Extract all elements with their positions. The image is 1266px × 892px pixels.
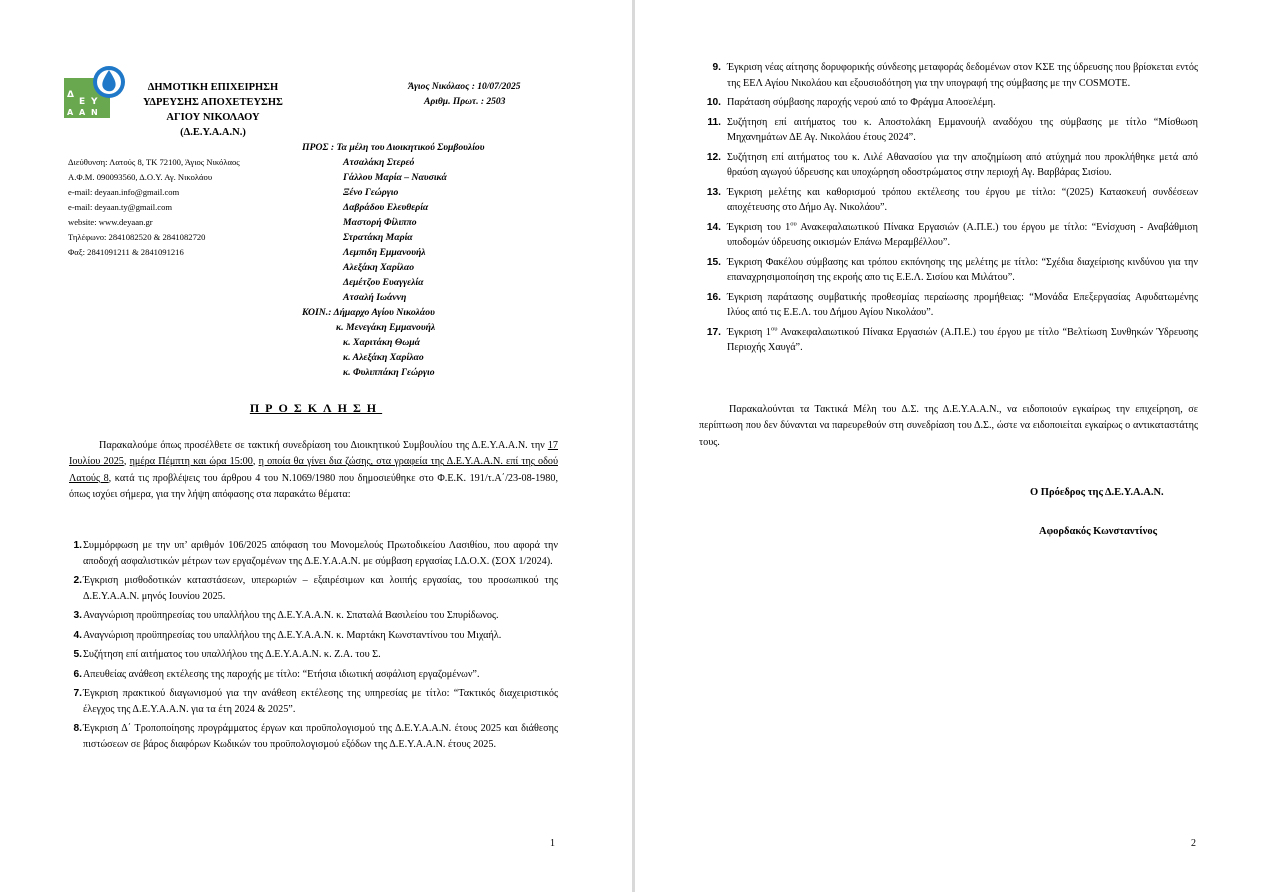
recipient-member: Δαβράδου Ελευθερία — [343, 202, 429, 213]
agenda-item-text: Έγκριση παράτασης συμβατικής προθεσμίας περαίωσης προμήθειας: “Μονάδα Επεξεργασίας Αφυδατωμένης Ιλύος από τις Ε.Ε.Λ. του Δήμου Αγίου Νικολάου”. — [727, 291, 1198, 318]
agenda-item — [69, 538, 558, 569]
agenda-item — [706, 325, 1198, 356]
ordinal-superscript: ου — [790, 220, 797, 228]
agenda-item-text: Έγκριση νέας αίτησης δορυφορικής σύνδεσης μεταφοράς δεδομένων στον ΚΣΕ της ύδρευσης που βρίσκεται εντός της ΕΕΛ Αγίου Νικολάου και εξουσιοδότηση για την υπογραφή της σύμβασης με την COSMOTE. — [727, 62, 1198, 89]
agenda-item — [69, 608, 558, 624]
agenda-item-text: Αναγνώριση προϋπηρεσίας του υπαλλήλου της Δ.Ε.Υ.Α.Α.Ν. κ. Σπαταλά Βασιλείου του Σπυρίδωνος. — [83, 610, 499, 621]
agenda-item — [707, 115, 1198, 146]
cc-recipient: κ. Χαριτάκη Θωμά — [343, 337, 421, 348]
agenda-item-number: 1. — [73, 540, 82, 551]
intro-paragraph — [69, 438, 558, 503]
recipient-member: Αλεξάκη Χαρίλαο — [343, 262, 415, 273]
recipient-member: Λεμπιδη Εμμανουήλ — [343, 247, 426, 258]
agenda-item-text: Ανακεφαλαιωτικού Πίνακα Εργασιών (Α.Π.Ε.) του έργου με τίτλο: “Ενίσχυση - Αναβάθμιση υποδομών ύδρευσης οικισμών Επάνω Μεραμβέλλου”. — [727, 221, 1198, 248]
agenda-item-text: Συζήτηση επί αιτήματος του κ. Αποστολάκη Εμμανουήλ αναδόχου της σύμβασης με τίτλο “Μίσθωση Μηχανημάτων ΔΕ Αγ. Νικολάου έτους 2024”. — [727, 116, 1198, 143]
organization-name — [136, 80, 290, 140]
agenda-item-text: Έγκριση μισθοδοτικών καταστάσεων, υπερωριών – εξαιρέσιμων και λοιπής εργασίας, του προσωπικού της Δ.Ε.Υ.Α.Α.Ν. μηνός Ιουνίου 2025. — [83, 575, 558, 602]
agenda-item — [706, 220, 1198, 251]
meeting-date: 17 Ιουλίου 2025 — [69, 440, 558, 468]
recipients-to-label: ΠΡΟΣ : Τα μέλη του Διοικητικού Συμβουλίου — [302, 142, 485, 153]
agenda-item-text: Παράταση σύμβασης παροχής νερού από το Φράγμα Αποσελέμη. — [727, 97, 996, 108]
svg-text:Ε: Ε — [79, 97, 86, 107]
agenda-item — [706, 290, 1198, 321]
meeting-place: η οποία θα γίνει δια ζώσης, στα γραφεία της Δ.Ε.Υ.Α.Α.Ν. επί της οδού Λατούς 8 — [69, 456, 559, 484]
agenda-item-number: 6. — [73, 668, 82, 680]
ordinal-superscript: ου — [770, 325, 778, 333]
svg-text:Δ: Δ — [67, 90, 74, 100]
page-number: 2 — [1191, 838, 1196, 849]
agenda-item-text: Ανακεφαλαιωτικού Πίνακα Εργασιών (Α.Π.Ε.) του έργου με τίτλο “Βελτίωση Συνθηκών Ύδρευσης Περιοχής Χαυγά”. — [727, 326, 1198, 353]
document-date: Άγιος Νικόλαος : 10/07/2025 — [408, 82, 521, 92]
agenda-item-number: 12. — [706, 151, 721, 163]
agenda-item-text: Απευθείας ανάθεση εκτέλεσης της παροχής με τίτλο: “Ετήσια ιδιωτική ασφάλιση εργαζομένων”. — [83, 668, 480, 680]
contact-email-info: e-mail: deyaan.info@gmail.com — [68, 187, 180, 197]
agenda-item-number: 16. — [706, 291, 721, 303]
agenda-item — [69, 628, 558, 644]
agenda-item-number: 15. — [706, 256, 721, 268]
agenda-item-text: Έγκριση Δ΄ Τροποποίησης προγράμματος έργων και προϋπολογισμού της Δ.Ε.Υ.Α.Α.Ν. έτους 2025 και διάθεσης πιστώσεων σε βάρος διαφόρων Κωδικών του προϋπολογισμού εξόδων της Δ.Ε.Υ.Α.Α.Ν. έτους 2025. — [83, 723, 558, 750]
date-protocol-block — [408, 80, 521, 110]
agenda-item — [69, 721, 558, 752]
agenda-item-prefix: Έγκριση του 1 — [727, 221, 791, 233]
protocol-number: Αριθμ. Πρωτ. : 2503 — [424, 97, 506, 107]
agenda-item-text: Έγκριση Φακέλου σύμβασης και τρόπου εκπόνησης της μελέτης με τίτλο: “Σχέδια διαχείρισης κινδύνου για την επαναχρησιμοποίηση της εκροής απο τις Ε.Ε.Λ. Σισίου και Μιλάτου”. — [727, 256, 1198, 283]
intro-text-2: , — [123, 456, 130, 468]
agenda-item — [706, 150, 1198, 181]
cc-recipient: κ. Αλεξάκη Χαρίλαο — [343, 352, 424, 363]
signature-role: Ο Πρόεδρος της Δ.Ε.Υ.Α.Α.Ν. — [1030, 487, 1164, 498]
closing-paragraph: Παρακαλούνται τα Τακτικά Μέλη του Δ.Σ. της Δ.Ε.Υ.Α.Α.Ν., να ειδοποιούν εγκαίρως την επιχείρηση, σε περίπτωση που δεν δύνανται να παρευρεθούν στη συνεδρίαση του Δ.Σ., ώστε να ειδοποιείται εγκαίρως ο αντικαταστάτης τους. — [699, 404, 1198, 448]
contact-tax-id: Α.Φ.Μ. 090093560, Δ.Ο.Υ. Αγ. Νικολάου — [68, 172, 213, 182]
page-number: 1 — [550, 838, 555, 849]
recipient-member: Δεμέτζου Ευαγγελία — [343, 277, 424, 288]
agenda-item-number: 3. — [73, 610, 82, 621]
svg-text:Α: Α — [67, 108, 74, 117]
agenda-item-number: 9. — [712, 62, 721, 73]
recipient-member: Στρατάκη Μαρία — [343, 232, 413, 243]
agenda-item-number: 17. — [706, 326, 721, 338]
agenda-item-text: Έγκριση πρακτικού διαγωνισμού για την ανάθεση εκτέλεσης της υπηρεσίας με τίτλο: “Τακτικός διαχειριστικός έλεγχος της Δ.Ε.Υ.Α.Α.Ν. για τα έτη 2024 & 2025”. — [83, 688, 558, 715]
svg-text:Ν: Ν — [91, 108, 98, 117]
agenda-item-text: Συμμόρφωση με την υπ’ αριθμόν 106/2025 απόφαση του Μονομελούς Πρωτοδικείου Λασιθίου, που αφορά την αποδοχή ασφαλιστικών μέτρων των εργαζομένων της Δ.Ε.Υ.Α.Α.Ν. με σύμβαση εργασίας Ι.Δ.Ο.Χ. (ΣΟΧ 1/2024). — [83, 540, 558, 567]
agenda-item-number: 14. — [706, 221, 721, 233]
agenda-item-number: 2. — [73, 575, 82, 586]
contact-fax: Φαξ: 2841091211 & 2841091216 — [68, 247, 184, 257]
agenda-item — [706, 95, 1198, 111]
agenda-item — [69, 573, 558, 604]
intro-text-1: Παρακαλούμε όπως προσέλθετε σε τακτική συνεδρίαση του Διοικητικού Συμβουλίου της Δ.Ε.Υ.Α.Α.Ν. την — [99, 440, 548, 451]
document-title: ΠΡΟΣΚΛΗΣΗ — [249, 401, 383, 415]
recipient-member: Ξένο Γεώργιο — [343, 187, 399, 198]
agenda-item-prefix: Έγκριση 1 — [727, 326, 771, 338]
intro-text-4: , κατά τις προβλέψεις του άρθρου 4 του Ν.1069/1980 που δημοσιεύθηκε στο Φ.Ε.Κ. 191/τ.Α΄/23-08-1980, όπως ισχύει σήμερα, για την λήψη απόφασης στα παρακάτω θέματα: — [69, 472, 558, 500]
recipient-member: Ατσαλάκη Στερεό — [343, 157, 415, 168]
deyaan-logo — [64, 64, 136, 122]
contact-address: Διεύθυνση: Λατούς 8, ΤΚ 72100, Άγιος Νικόλαος — [68, 157, 240, 167]
agenda-item-text: Έγκριση μελέτης και καθορισμού τρόπου εκτέλεσης του έργου με τίτλο: “(2025) Κατασκευή συνδέσεων αποχέτευσης στο Δήμο Αγ. Νικολάου”. — [727, 186, 1198, 213]
org-line-1: ΔΗΜΟΤΙΚΗ ΕΠΙΧΕΙΡΗΣΗ — [147, 82, 279, 93]
org-line-2: ΥΔΡΕΥΣΗΣ ΑΠΟΧΕΤΕΥΣΗΣ — [143, 97, 283, 108]
agenda-item-number: 13. — [706, 186, 721, 198]
agenda-item-text: Συζήτηση επί αιτήματος του κ. Λιλέ Αθανασίου για την αποζημίωση από ατύχημά που προκλήθηκε μετά από θραύση αγωγού ύδρευσης και υποχώρηση οδοστρώματος στην περιοχή Αγ. Βαρβάρας Σισίου. — [727, 151, 1198, 178]
document-page-2 — [635, 0, 1266, 892]
recipient-member: Γάλλου Μαρία – Ναυσικά — [343, 172, 447, 183]
agenda-item — [69, 647, 558, 663]
agenda-item-number: 10. — [706, 97, 721, 108]
contact-email-ty: e-mail: deyaan.ty@gmail.com — [68, 202, 173, 212]
agenda-item-number: 8. — [73, 723, 82, 734]
svg-text:Υ: Υ — [91, 97, 98, 107]
org-line-4: (Δ.Ε.Υ.Α.Α.Ν.) — [180, 127, 246, 138]
org-line-3: ΑΓΙΟΥ ΝΙΚΟΛΑΟΥ — [166, 112, 260, 123]
agenda-item — [712, 60, 1198, 91]
contact-details — [68, 155, 240, 260]
meeting-day-time: ημέρα Πέμπτη και ώρα 15:00 — [129, 456, 253, 468]
document-page-1 — [0, 0, 632, 892]
intro-text-3: , — [252, 456, 259, 468]
agenda-item-text: Συζήτηση επί αιτήματος του υπαλλήλου της Δ.Ε.Υ.Α.Α.Ν. κ. Ζ.Α. του Σ. — [83, 649, 381, 660]
recipient-member: Μαστορή Φίλιππο — [343, 217, 417, 228]
recipients-cc-label: ΚΟΙΝ.: Δήμαρχο Αγίου Νικολάου — [302, 307, 435, 318]
signature-name: Αφορδακός Κωνσταντίνος — [1039, 526, 1158, 537]
agenda-list-page-1 — [69, 538, 558, 756]
contact-phone: Τηλέφωνο: 2841082520 & 2841082720 — [68, 232, 206, 242]
agenda-list-page-2 — [706, 60, 1198, 360]
agenda-item-number: 5. — [73, 649, 82, 660]
agenda-item-number: 4. — [73, 629, 82, 641]
agenda-item-text: Αναγνώριση προϋπηρεσίας του υπαλλήλου της Δ.Ε.Υ.Α.Α.Ν. κ. Μαρτάκη Κωνσταντίνου του Μιχαήλ. — [83, 629, 502, 641]
agenda-item — [706, 185, 1198, 216]
agenda-item — [706, 255, 1198, 286]
svg-text:Α: Α — [79, 108, 86, 117]
agenda-item — [69, 686, 558, 717]
cc-recipient: κ. Μενεγάκη Εμμανουήλ — [336, 322, 436, 333]
cc-recipient: κ. Φυλιππάκη Γεώργιο — [343, 367, 435, 378]
agenda-item-number: 11. — [707, 116, 721, 128]
contact-website: website: www.deyaan.gr — [68, 217, 153, 227]
agenda-item — [69, 667, 558, 683]
recipient-member: Ατσαλή Ιωάννη — [343, 292, 407, 303]
agenda-item-number: 7. — [73, 688, 82, 699]
